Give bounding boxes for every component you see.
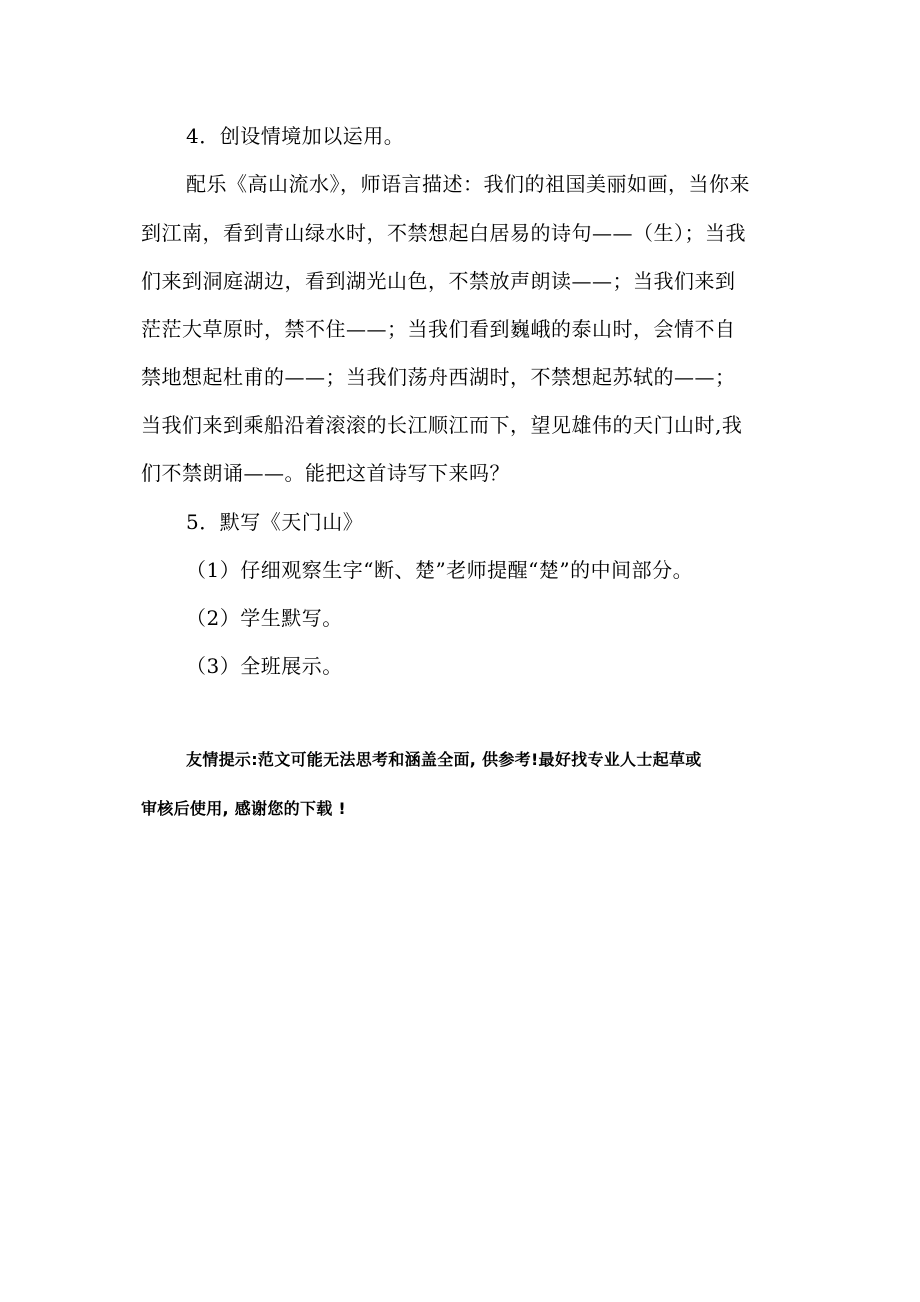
step5-heading: 5．默写《天门山》 <box>186 510 364 534</box>
paragraph-line-4: 茫茫大草原时，禁不住——；当我们看到巍峨的泰山时，会情不自 <box>141 317 736 341</box>
paragraph-line-1: 配乐《高山流水》，师语言描述：我们的祖国美丽如画，当你来 <box>186 172 750 196</box>
sub-item-3: （3）全班展示。 <box>186 654 343 678</box>
tip-line-1: 友情提示:范文可能无法思考和涵盖全面, 供参考!最好找专业人士起草或 <box>186 750 702 769</box>
paragraph-line-5: 禁地想起杜甫的——；当我们荡舟西湖时，不禁想起苏轼的——； <box>141 365 736 389</box>
paragraph-line-7: 们不禁朗诵——。能把这首诗写下来吗？ <box>141 461 510 485</box>
step4-heading: 4．创设情境加以运用。 <box>186 124 405 148</box>
paragraph-line-3: 们来到洞庭湖边，看到湖光山色，不禁放声朗读——；当我们来到 <box>141 269 736 293</box>
paragraph-line-6: 当我们来到乘船沿着滚滚的长江顺江而下，望见雄伟的天门山时,我 <box>141 413 743 437</box>
tip-line-2: 审核后使用, 感谢您的下载 ! <box>141 799 347 818</box>
paragraph-line-2: 到江南，看到青山绿水时，不禁想起白居易的诗句——（生）；当我 <box>141 221 746 245</box>
sub-item-1: （1）仔细观察生字“断、楚”老师提醒“楚”的中间部分。 <box>186 558 694 582</box>
sub-item-2: （2）学生默写。 <box>186 606 343 630</box>
